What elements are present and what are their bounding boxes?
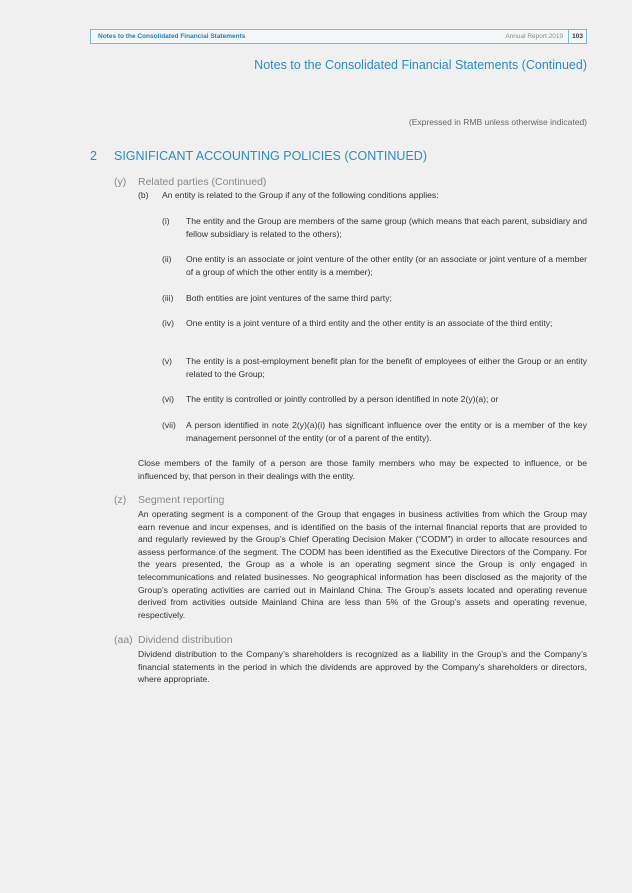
close-members-paragraph: Close members of the family of a person are those family members who may be expected to influence, or be influenced by, that person in their dealings with the entity. [138,458,587,481]
list-item-number: (vii) [162,420,176,430]
list-item-text: Both entities are joint ventures of the same third party; [186,293,392,303]
list-item-number: (v) [162,356,173,366]
subsection-z-heading [114,494,224,506]
subsection-aa-title: Dividend distribution [138,634,233,646]
list-item-number: (iii) [162,293,174,303]
list-item-text: The entity is controlled or jointly controlled by a person identified in note 2(y)(a); or [186,394,499,404]
condition-b-text: An entity is related to the Group if any of the following conditions applies: [162,190,439,200]
header-right-text: Annual Report 2019 [505,33,564,40]
section-title: SIGNIFICANT ACCOUNTING POLICIES (CONTINUED) [114,149,427,163]
list-item-number: (i) [162,216,170,226]
currency-note: (Expressed in RMB unless otherwise indicated) [408,117,587,127]
list-item-number: (vi) [162,394,174,404]
list-item [162,215,587,240]
section-number: 2 [90,149,97,163]
subsection-aa-heading [114,634,233,646]
list-item-text: The entity and the Group are members of the same group (which means that each parent, subsidiary and fellow subsidiary is related to the others); [186,216,587,239]
condition-b [138,190,439,200]
list-item-text: A person identified in note 2(y)(a)(i) has significant influence over the entity or is a member of the key management personnel of the entity (or of a parent of the entity). [186,420,587,443]
subsection-z-title: Segment reporting [138,494,225,506]
subsection-y-title: Related parties (Continued) [138,176,267,188]
subsection-aa-tag: (aa) [114,634,133,646]
header-left-text: Notes to the Consolidated Financial Statements [98,33,246,40]
list-item [162,292,587,305]
segment-reporting-paragraph: An operating segment is a component of the Group that engages in business activities from which the Group may earn revenue and incur expenses, and is identified on the basis of the internal financial reports that are provided to and regularly reviewed by the Group’s Chief Operating Decision Maker (“CODM”) in order to allocate resources and assess performance of the segment. The CODM has been identified as the Executive Directors of the Company. For the years presented, the Group as a whole is an operating segment since the Group is only engaged in telecommunications and related businesses. No geographical information has been disclosed as the majority of the Group’s operating activities are carried out in Mainland China. The Group’s assets located and operating revenue derived from activities outside Mainland China are less than 5% of the Group’s assets and operating revenue, respectively. [138,509,587,620]
dividend-paragraph: Dividend distribution to the Company’s shareholders is recognized as a liability in the Group’s and the Company’s financial statements in the period in which the dividends are approved by the Company’s shareholders or directors, where appropriate. [138,649,587,685]
list-item [162,355,587,380]
list-item [162,393,587,406]
list-item [162,419,587,444]
list-item-number: (ii) [162,254,172,264]
list-item [162,317,587,330]
condition-b-tag: (b) [138,190,149,200]
list-item-number: (iv) [162,318,174,328]
list-item-text: One entity is a joint venture of a third entity and the other entity is an associate of the third entity; [186,318,553,328]
list-item-text: One entity is an associate or joint venture of the other entity (or an associate or joint venture of a member of a group of which the other entity is a member); [186,254,587,277]
list-item-text: The entity is a post-employment benefit plan for the benefit of employees of either the Group or an entity related to the Group; [186,356,587,379]
page-number: 103 [568,30,586,43]
list-item [162,253,587,278]
page-title: Notes to the Consolidated Financial Statements (Continued) [254,58,587,72]
subsection-z-tag: (z) [114,494,127,506]
running-header [90,29,587,44]
section-heading [90,149,427,163]
subsection-y-tag: (y) [114,176,127,188]
subsection-y-heading [114,176,266,188]
